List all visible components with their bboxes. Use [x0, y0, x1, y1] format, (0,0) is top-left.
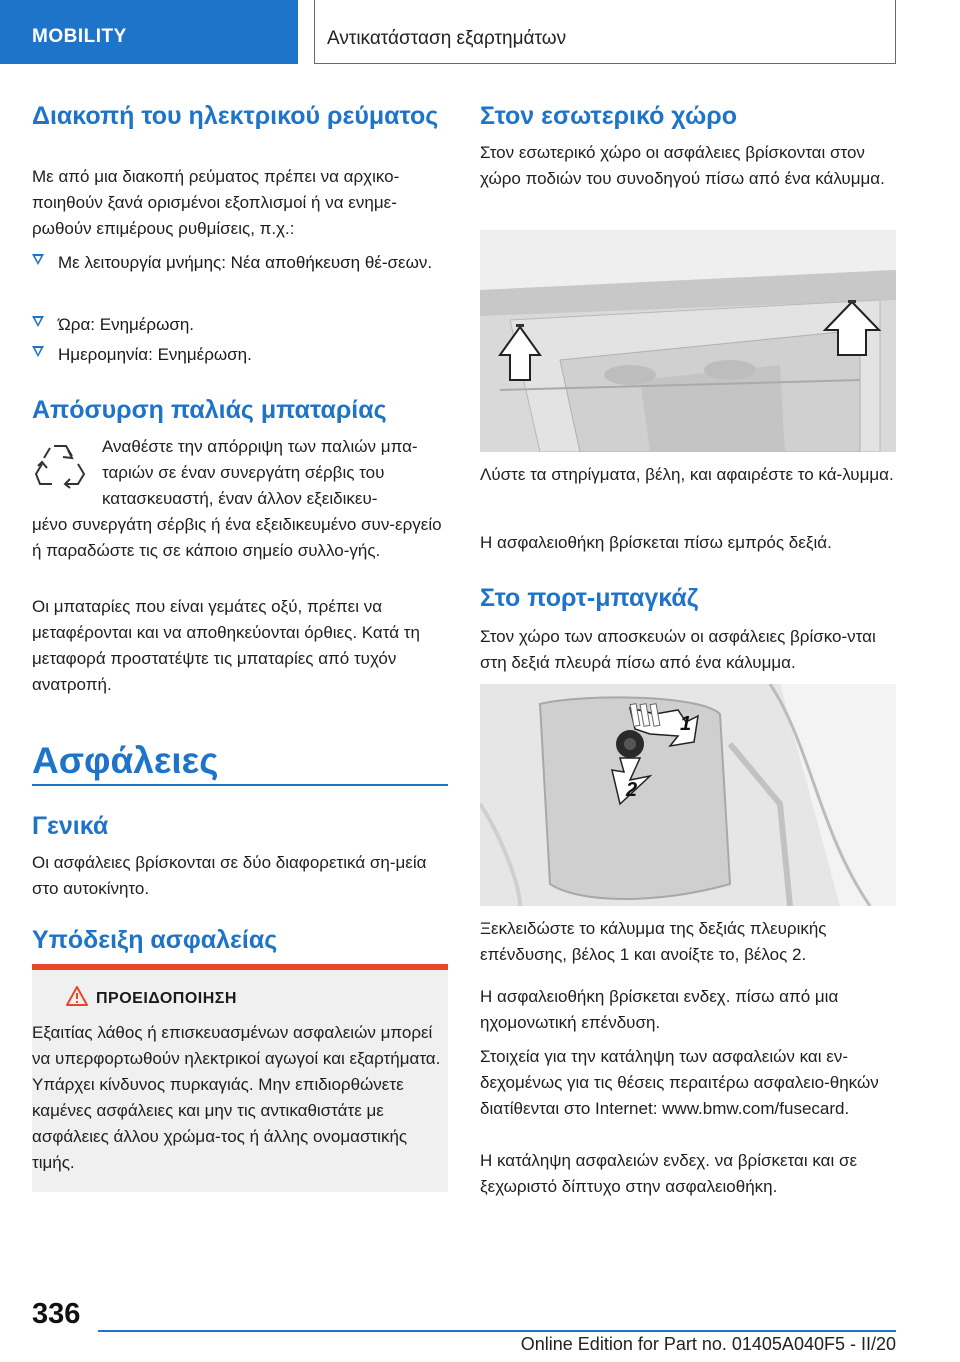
safety-note-heading: Υπόδειξη ασφαλείας — [32, 926, 278, 954]
trunk-instruction: Ξεκλειδώστε το κάλυμμα της δεξιάς πλευρικής επένδυσης, βέλος 1 και ανοίξτε το, βέλος 2. — [480, 919, 827, 964]
trunk-text: Στον χώρο των αποσκευών οι ασφάλειες βρίσκο-νται στη δεξιά πλευρά πίσω από ένα κάλυμμα. — [480, 627, 876, 672]
bullet-triangle-icon — [32, 316, 44, 327]
interior-location: Η ασφαλειοθήκη βρίσκεται πίσω εμπρός δεξιά. — [480, 533, 832, 552]
bullet-triangle-icon — [32, 254, 44, 265]
warning-bar — [32, 964, 448, 970]
warning-triangle-icon — [66, 986, 88, 1006]
section-divider — [32, 784, 448, 786]
interior-instruction: Λύστε τα στηρίγματα, βέλη, και αφαιρέστε το κά-λυμμα. — [480, 465, 894, 484]
interior-heading: Στον εσωτερικό χώρο — [480, 102, 738, 130]
battery-transport-text: Οι μπαταρίες που είναι γεμάτες οξύ, πρέπει να μεταφέρονται και να αποθηκεύονται όρθιες. Κατά τη μεταφορά προστατέψτε τις μπαταρίες από τυχόν ανατροπή. — [32, 597, 420, 694]
trunk-heading: Στο πορτ-μπαγκάζ — [480, 584, 699, 612]
trunk-location: Η ασφαλειοθήκη βρίσκεται ενδεχ. πίσω από μια ηχομονωτική επένδυση. — [480, 987, 839, 1032]
arrow-2-label: 2 — [626, 779, 638, 801]
fuse-assignment-info: Στοιχεία για την κατάληψη των ασφαλειών και εν-δεχομένως για τις θέσεις περαιτέρω ασφαλειο-θηκών διατίθενται στο Internet: www.bmw.com/fusecard. — [480, 1047, 879, 1118]
old-battery-heading: Απόσυρση παλιάς μπαταρίας — [32, 396, 387, 424]
chapter-header — [314, 0, 896, 64]
power-interruption-heading: Διακοπή του ηλεκτρικού ρεύματος — [32, 102, 439, 130]
fuses-heading: Ασφάλειες — [32, 740, 219, 781]
section-tab[interactable] — [0, 0, 298, 64]
power-interruption-text: Με από μια διακοπή ρεύματος πρέπει να αρχικο-ποιηθούν ξανά ορισμένοι εξοπλισμοί ή να ενημε-ρωθούν επιμέρους ρυθμίσεις, π.χ.: — [32, 167, 400, 238]
trunk-fuse-cover-image — [480, 684, 896, 906]
section-tab-label: MOBILITY — [32, 26, 127, 47]
interior-text: Στον εσωτερικό χώρο οι ασφάλειες βρίσκονται στον χώρο ποδιών του συνοδηγού πίσω από ένα κάλυμμα. — [480, 143, 885, 188]
page-number: 336 — [32, 1298, 81, 1330]
chapter-title: Αντικατάσταση εξαρτημάτων — [327, 28, 567, 49]
bullet-triangle-icon — [32, 346, 44, 357]
warning-text: Εξαιτίας λάθος ή επισκευασμένων ασφαλειών μπορεί να υπερφορτωθούν ηλεκτρικοί αγωγοί και εξαρτήματα. Υπάρχει κίνδυνος πυρκαγιάς. Μην επιδιορθώνετε καμένες ασφάλειες και μην τις αντικαθιστάτε με ασφάλειες άλλου χρώμα-τος ή άλλης ονομαστικής τιμής. — [32, 1023, 441, 1172]
fuse-assignment-leaflet: Η κατάληψη ασφαλειών ενδεχ. να βρίσκεται και σε ξεχωριστό δίπτυχο στην ασφαλειοθήκη. — [480, 1151, 858, 1196]
battery-disposal-text-cont: μένο συνεργάτη σέρβις ή ένα εξειδικευμένο συν-εργείο ή παραδώστε τις σε κάποιο σημείο συλλο-γής. — [32, 515, 442, 560]
battery-disposal-text: Αναθέστε την απόρριψη των παλιών μπα-ταριών σε έναν συνεργάτη σέρβις του κατασκευαστή, έναν άλλον εξειδικευ- — [102, 437, 418, 508]
general-heading: Γενικά — [32, 812, 109, 840]
warning-title: ΠΡΟΕΙΔΟΠΟΙΗΣΗ — [96, 990, 237, 1007]
edition-info: Online Edition for Part no. 01405A040F5 - II/20 — [520, 1334, 896, 1354]
footwell-fuse-cover-image — [480, 230, 896, 452]
warning-box — [32, 964, 448, 1192]
general-text: Οι ασφάλειες βρίσκονται σε δύο διαφορετικά ση-μεία στο αυτοκίνητο. — [32, 853, 427, 898]
arrow-1-label: 1 — [680, 713, 692, 735]
footer-divider — [98, 1330, 896, 1332]
